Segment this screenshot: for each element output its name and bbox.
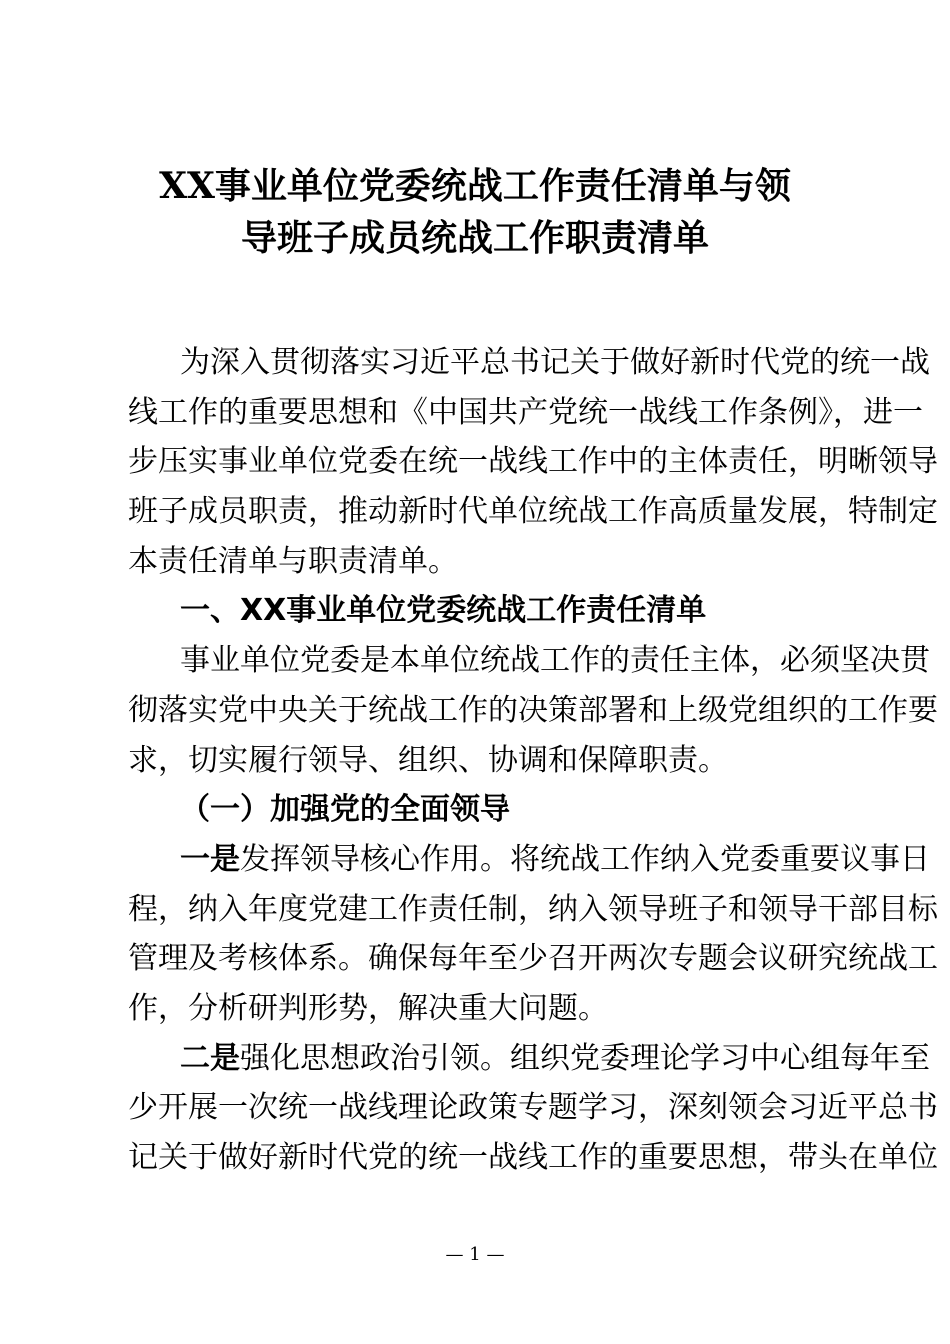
text-line: 班子成员职责，推动新时代单位统战工作高质量发展，特制定 <box>128 494 938 530</box>
text-line: 记关于做好新时代党的统一战线工作的重要思想，带头在单位 <box>128 1140 938 1175</box>
subsection-heading-1: （一）加强党的全面领导 <box>180 792 510 828</box>
text-line: 求，切实履行领导、组织、协调和保障职责。 <box>128 742 728 778</box>
text-line: 本责任清单与职责清单。 <box>128 543 458 579</box>
intro-paragraph <box>128 338 938 586</box>
text-line: 为深入贯彻落实习近平总书记关于做好新时代党的统一战 <box>180 345 930 380</box>
text-line: 少开展一次统一战线理论政策专题学习，深刻领会习近平总书 <box>128 1090 938 1126</box>
text-line: 线工作的重要思想和《中国共产党统一战线工作条例》，进一 <box>128 394 923 430</box>
title-line-2: 导班子成员统战工作职责清单 <box>240 217 709 259</box>
text-line: 管理及考核体系。确保每年至少召开两次专题会议研究统战工 <box>128 941 938 977</box>
item-1-paragraph <box>128 835 938 1034</box>
text-line: 二是强化思想政治引领。组织党委理论学习中心组每年至 <box>180 1040 930 1076</box>
item-2-paragraph <box>128 1034 938 1183</box>
item-lead: 二是 <box>180 1040 240 1076</box>
text-line: 步压实事业单位党委在统一战线工作中的主体责任，明晰领导 <box>128 444 938 480</box>
title-line-1: XX事业单位党委统战工作责任清单与领 <box>159 165 791 207</box>
page-number: — 1 — <box>445 1244 505 1265</box>
document-body <box>128 338 938 1183</box>
document-title <box>0 160 950 264</box>
text-line: 彻落实党中央关于统战工作的决策部署和上级党组织的工作要 <box>128 692 938 728</box>
item-lead: 一是 <box>180 841 240 877</box>
text-line: 程，纳入年度党建工作责任制，纳入领导班子和领导干部目标 <box>128 891 938 927</box>
text-line: 事业单位党委是本单位统战工作的责任主体，必须坚决贯 <box>180 643 930 679</box>
section-heading-1: 一、XX事业单位党委统战工作责任清单 <box>180 593 707 629</box>
section-1-paragraph <box>128 636 938 785</box>
text-line: 作，分析研判形势，解决重大问题。 <box>128 990 608 1026</box>
text-line: 一是发挥领导核心作用。将统战工作纳入党委重要议事日 <box>180 841 930 877</box>
